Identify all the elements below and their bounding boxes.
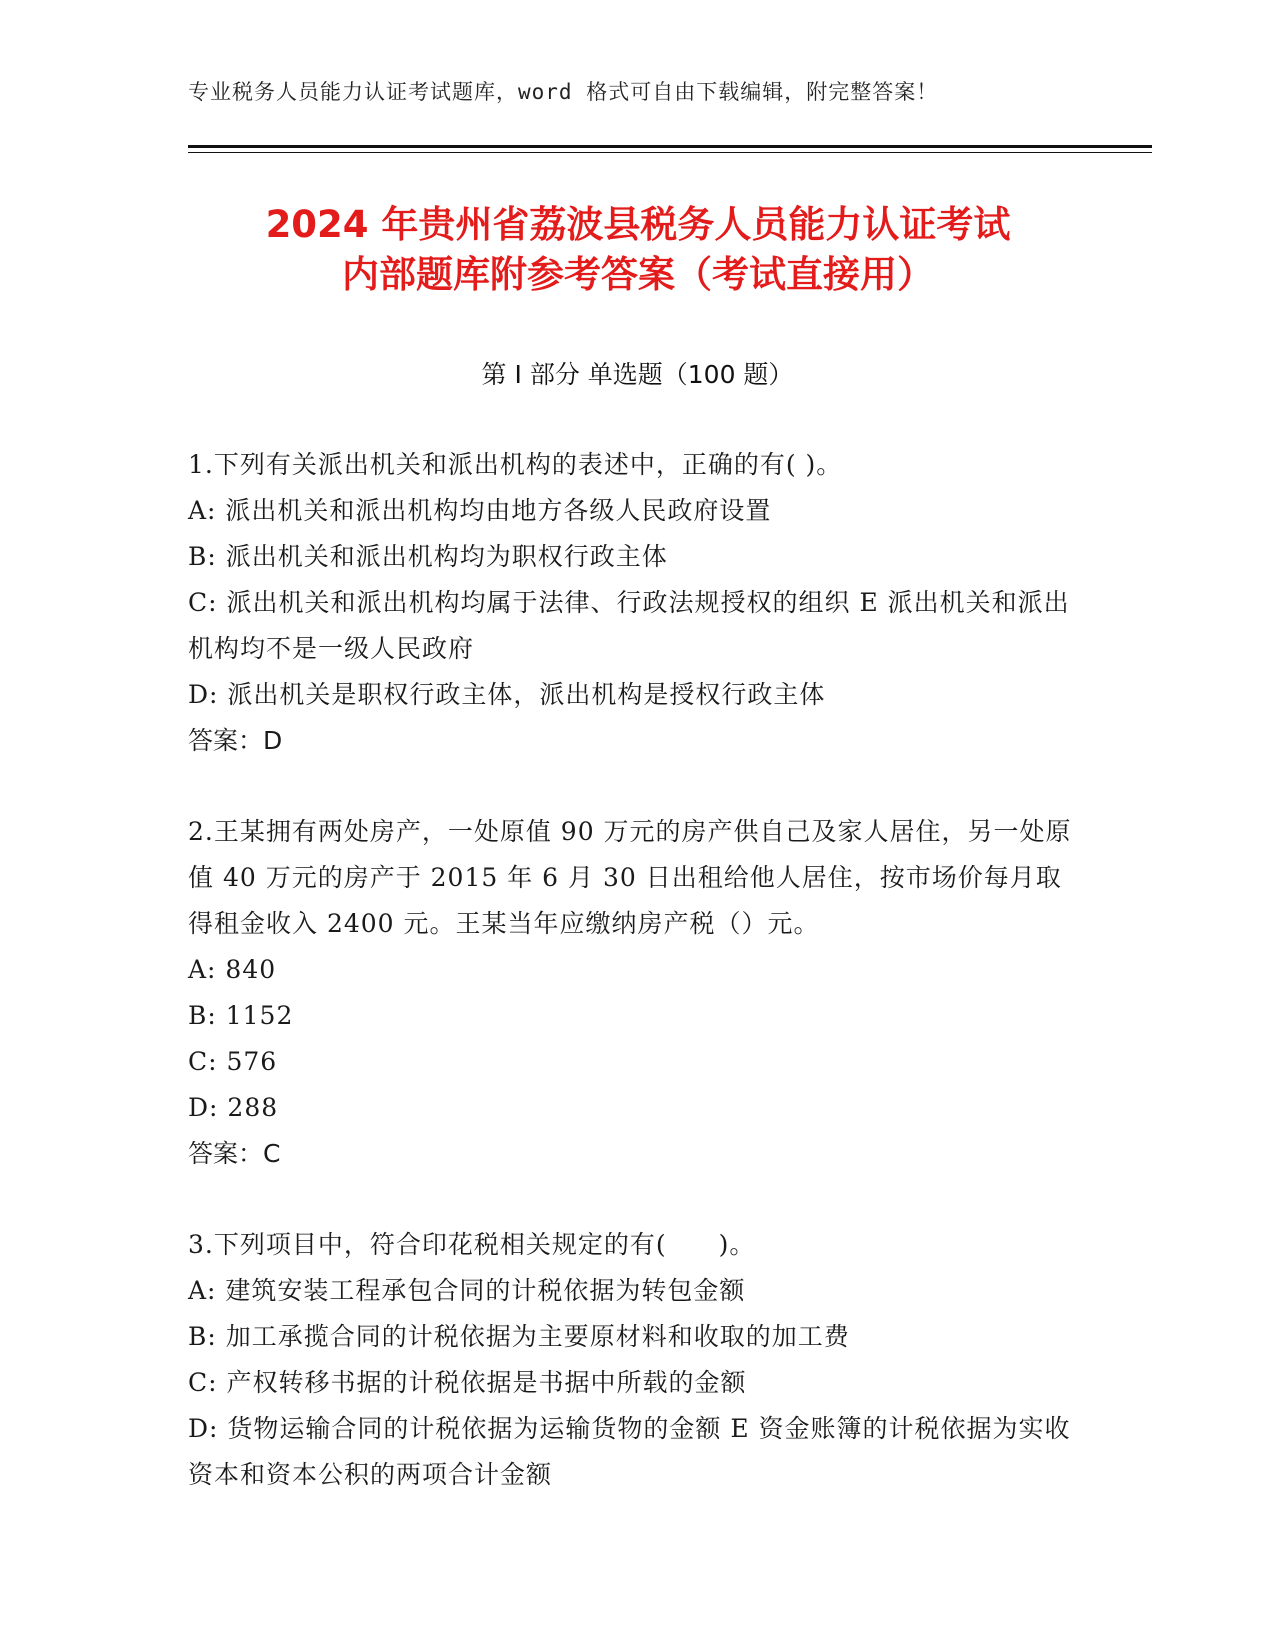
document-title [188,200,1088,300]
option-a: A: 840 [188,955,277,984]
question-stem: 2.王某拥有两处房产，一处原值 90 万元的房产供自己及家人居住，另一处原值 40 万元的房产于 2015 年 6 月 30 日出租给他人居住，按市场价每月取得租金收入 2400 元。王某当年应缴纳房产税（）元。 [188,817,1072,938]
section-heading: 第 I 部分 单选题（100 题） [481,360,794,389]
header-note: 专业税务人员能力认证考试题库，word 格式可自由下载编辑，附完整答案！ [188,80,939,104]
option-b: B: 加工承揽合同的计税依据为主要原材料和收取的加工费 [188,1322,850,1351]
answer-label: 答案：D [188,726,283,755]
question-1 [188,442,1078,764]
title-line-1: 2024 年贵州省荔波县税务人员能力认证考试 [265,203,1011,246]
option-c: C: 576 [188,1047,278,1076]
option-a: A: 派出机关和派出机构均由地方各级人民政府设置 [188,496,772,525]
question-2 [188,809,1078,1177]
question-stem: 1.下列有关派出机关和派出机构的表述中，正确的有( )。 [188,450,843,479]
question-3 [188,1222,1078,1498]
option-c: C: 派出机关和派出机构均属于法律、行政法规授权的组织 E 派出机关和派出机构均不是一级人民政府 [188,588,1070,663]
option-b: B: 1152 [188,1001,294,1030]
option-d: D: 货物运输合同的计税依据为运输货物的金额 E 资金账簿的计税依据为实收资本和资本公积的两项合计金额 [188,1414,1071,1489]
option-d: D: 派出机关是职权行政主体，派出机构是授权行政主体 [188,680,826,709]
title-line-2: 内部题库附参考答案（考试直接用） [342,253,934,296]
option-d: D: 288 [188,1093,279,1122]
option-b: B: 派出机关和派出机构均为职权行政主体 [188,542,668,571]
header-rule-thick [188,145,1152,148]
header-rule-thin [188,152,1152,153]
option-a: A: 建筑安装工程承包合同的计税依据为转包金额 [188,1276,746,1305]
question-stem: 3.下列项目中，符合印花税相关规定的有( )。 [188,1230,756,1259]
answer-label: 答案：C [188,1139,281,1168]
option-c: C: 产权转移书据的计税依据是书据中所载的金额 [188,1368,747,1397]
question-list [188,442,1078,1543]
